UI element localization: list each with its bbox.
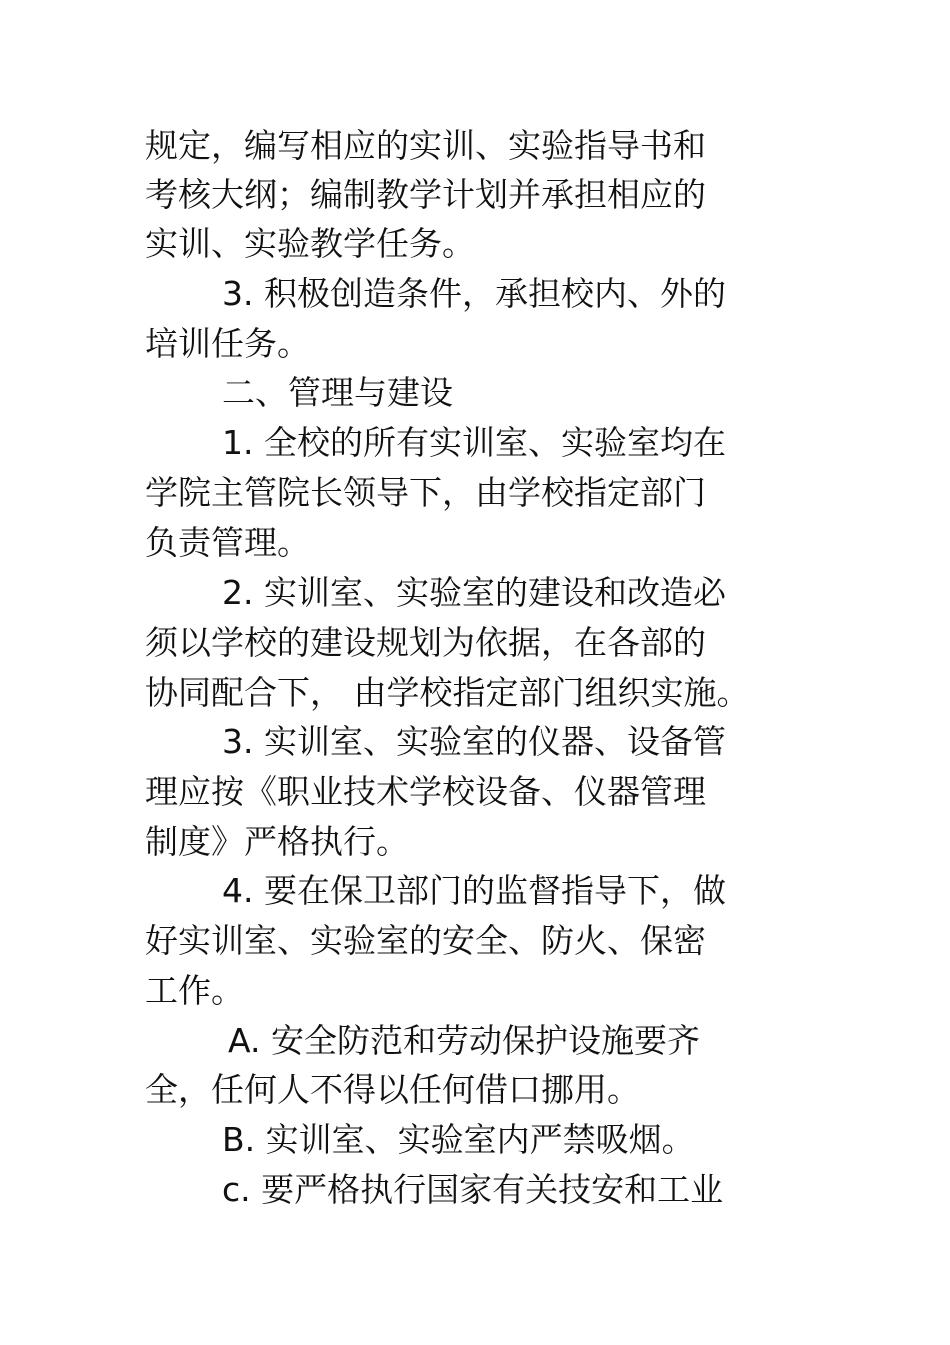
section-heading: 二、管理与建设 — [222, 373, 453, 412]
list-item-2: 2. 实训室、实验室的建设和改造必 — [222, 573, 726, 612]
list-item-1: 1. 全校的所有实训室、实验室均在 — [222, 423, 726, 462]
paragraph-line: 负责管理。 — [145, 523, 310, 562]
paragraph-line: 培训任务。 — [145, 324, 310, 363]
list-item-3b: 3. 实训室、实验室的仪器、设备管 — [222, 722, 726, 761]
paragraph-line: 规定，编写相应的实训、实验指导书和 — [145, 126, 706, 165]
paragraph-line: 须以学校的建设规划为依据，在各部的 — [145, 623, 706, 662]
paragraph-line: 好实训室、实验室的安全、防火、保密 — [145, 921, 706, 960]
list-item-3: 3. 积极创造条件，承担校内、外的 — [222, 274, 726, 313]
paragraph-line: 考核大纲；编制教学计划并承担相应的 — [145, 175, 706, 214]
list-item-4: 4. 要在保卫部门的监督指导下，做 — [222, 871, 726, 910]
sub-item-a: A. 安全防范和劳动保护设施要齐 — [228, 1021, 700, 1060]
paragraph-line: 协同配合下， 由学校指定部门组织实施。 — [145, 673, 750, 712]
paragraph-line: 制度》严格执行。 — [145, 822, 409, 861]
sub-item-b: B. 实训室、实验室内严禁吸烟。 — [222, 1120, 695, 1159]
paragraph-line: 实训、实验教学任务。 — [145, 224, 475, 263]
sub-item-c: c. 要严格执行国家有关技安和工业 — [222, 1170, 724, 1209]
paragraph-line: 全，任何人不得以任何借口挪用。 — [145, 1070, 640, 1109]
paragraph-line: 学院主管院长领导下，由学校指定部门 — [145, 473, 706, 512]
paragraph-line: 理应按《职业技术学校设备、仪器管理 — [145, 772, 706, 811]
paragraph-line: 工作。 — [145, 971, 244, 1010]
